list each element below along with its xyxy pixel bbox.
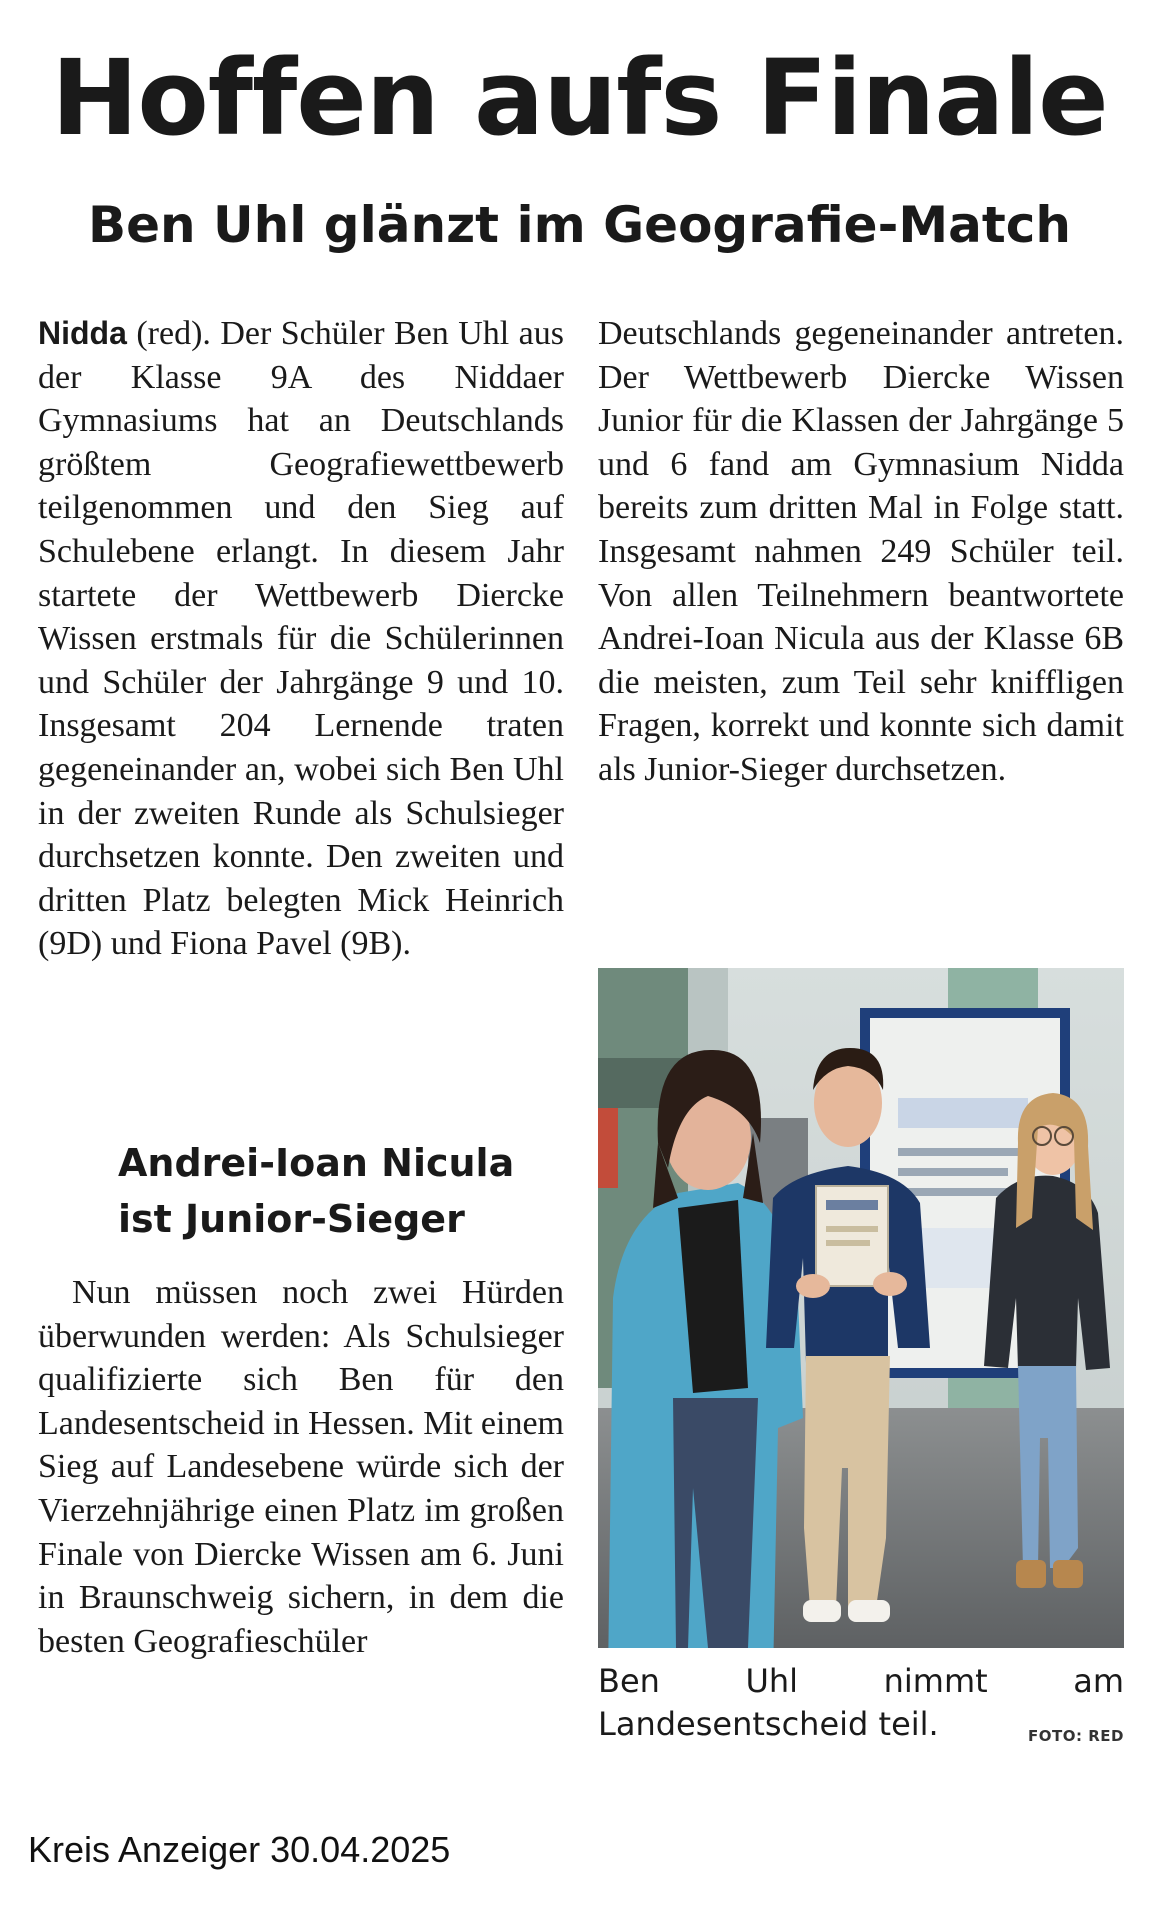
article-right-column-paragraph: Deutschlands gegeneinander antreten. Der Wettbewerb Diercke Wissen Junior für die Klassen der Jahrgänge 5 und 6 fand am Gymnasium Nidda bereits zum dritten Mal in Folge statt. Insgesamt nahmen 249 Schüler teil. Von allen Teilnehmern beantwortete Andrei-Ioan Nicula aus der Klasse 6B die meisten, zum Teil sehr kniffligen Fragen, korrekt und konnte sich damit als Junior-Sieger durchsetzen. <box>598 315 1124 788</box>
article-photo <box>598 968 1124 1648</box>
photo-credit: FOTO: RED <box>1028 1727 1124 1745</box>
photo-illustration <box>598 968 1124 1648</box>
source-line: Kreis Anzeiger 30.04.2025 <box>28 1829 451 1870</box>
photo-caption: Ben Uhl nimmt am Landesentscheid teil. <box>598 1662 1124 1743</box>
article-intro-paragraph <box>38 312 564 966</box>
headline: Hoffen aufs Finale <box>51 37 1108 159</box>
intro-text: (red). Der Schüler Ben Uhl aus der Klasse 9A des Niddaer Gymnasiums hat an Deutschlands größtem Geografiewettbewerb teilgenommen und den Sieg auf Schulebene erlangt. In diesem Jahr startete der Wettbewerb Diercke Wissen erstmals für die Schülerinnen und Schüler der Jahrgänge 9 und 10. Insgesamt 204 Lernende traten gegeneinander an, wobei sich Ben Uhl in der zweiten Runde als Schulsieger durchsetzen konnte. Den zweiten und dritten Platz belegten Mick Heinrich (9D) und Fiona Pavel (9B). <box>38 315 564 963</box>
subheadline: Ben Uhl glänzt im Geografie-Match <box>88 196 1071 254</box>
article-second-paragraph: Nun müssen noch zwei Hürden überwunden werden: Als Schulsieger qualifizierte sich Ben für den Landesentscheid in Hessen. Mit einem Sieg auf Landesebene würde sich der Vierzehnjährige einen Platz im großen Finale von Diercke Wissen am 6. Juni in Braunschweig sichern, in dem die besten Geografieschüler <box>38 1274 564 1660</box>
dateline: Nidda <box>38 315 127 351</box>
section-subhead: Andrei-Ioan Nicula ist Junior-Sieger <box>118 1141 515 1241</box>
